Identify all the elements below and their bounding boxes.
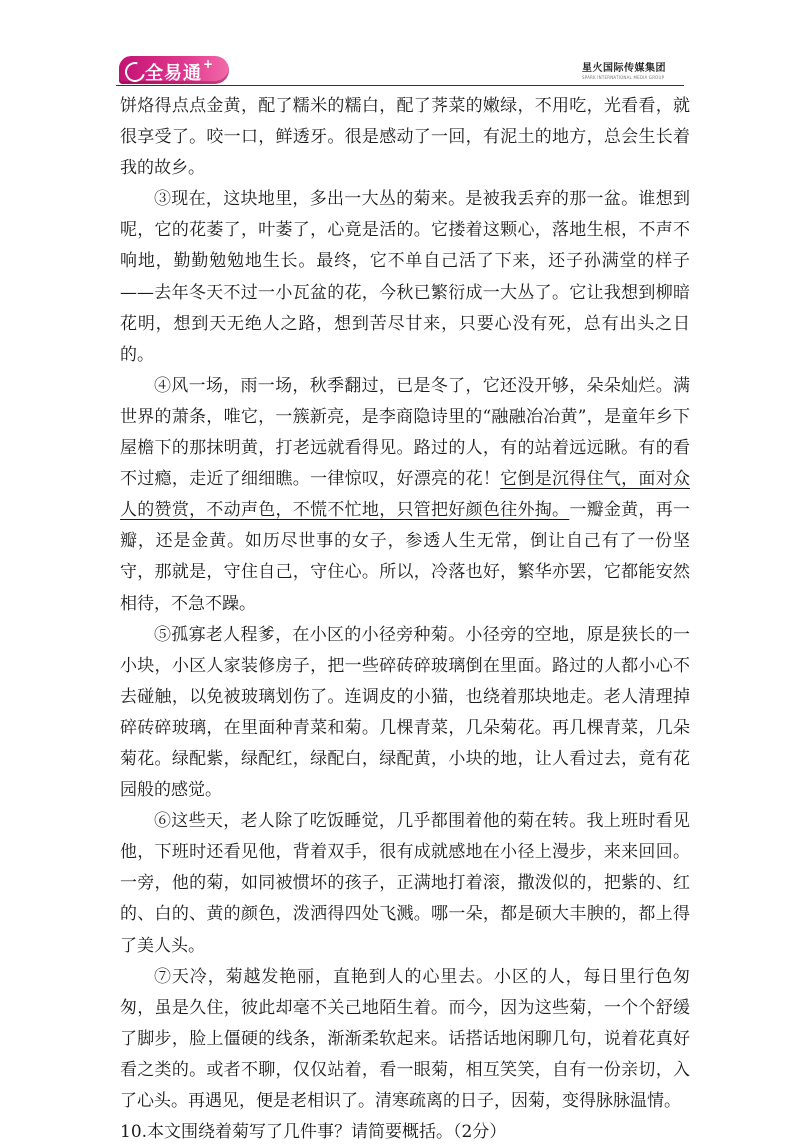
logo-text: 全易通 — [145, 63, 202, 84]
plus-icon: + — [202, 57, 213, 71]
paragraph-6: ⑥这些天，老人除了吃饭睡觉，几乎都围着他的菊在转。我上班时看见他，下班时还看见他，背着双手，很有成就感地在小径上漫步，来来回回。一旁，他的菊，如同被惯坏的孩子，正满地打着滚，撒泼似的，把紫的、红的、白的、黄的颜色，泼洒得四处飞溅。哪一朵，都是硕大丰腴的，都上得了美人头。 — [120, 811, 690, 956]
publisher-mark — [582, 59, 682, 80]
paragraph-continued: 饼烙得点点金黄，配了糯米的糯白，配了荠菜的嫩绿，不用吃，光看看，就很享受了。咬一口，鲜透牙。很是感动了一回，有泥土的地方，总会生长着我的故乡。 — [120, 96, 690, 179]
quanyitong-logo — [119, 56, 229, 84]
paragraph-4-after: 一瓣金黄，再一瓣，还是金黄。如历尽世事的女子，参透人生无常，倒让自己有了一份坚守，那就是，守住自己，守住心。所以，冷落也好，繁华亦罢，它都能安然相待，不急不躁。 — [120, 500, 690, 614]
page-header — [0, 0, 800, 90]
article-body — [120, 91, 690, 1148]
paragraph-5: ⑤孤寡老人程爹，在小区的小径旁种菊。小径旁的空地，原是狭长的一小块，小区人家装修房子，把一些碎砖碎玻璃倒在里面。路过的人都小心不去碰触，以免被玻璃划伤了。连调皮的小猫，也绕着那块地走。老人清理掉碎砖碎玻璃，在里面种青菜和菊。几棵青菜，几朵菊花。再几棵青菜，几朵菊花。绿配紫，绿配红，绿配白，绿配黄，小块的地，让人看过去，竟有花园般的感觉。 — [120, 624, 690, 801]
paragraph-3: ③现在，这块地里，多出一大丛的菊来。是被我丢弃的那一盆。谁想到呢，它的花萎了，叶萎了，心竟是活的。它搂着这颗心，落地生根，不声不响地，勤勤勉勉地生长。最终，它不单自己活了下来，还子孙满堂的样子——去年冬天不过一小瓦盆的花，今秋已繁衍成一大丛了。它让我想到柳暗花明，想到天无绝人之路，想到苦尽甘来，只要心没有死，总有出头之日的。 — [120, 189, 690, 365]
publisher-name-en: SPARK INTERNATIONAL MEDIA GROUP — [582, 75, 665, 80]
publisher-name: 星火国际传媒集团 — [582, 63, 666, 74]
paragraph-4 — [120, 371, 690, 620]
question-10: 10.本文围绕着菊写了几件事？请简要概括。（2分） — [120, 1122, 507, 1143]
paragraph-7: ⑦天冷，菊越发艳丽，直艳到人的心里去。小区的人，每日里行色匆匆，虽是久住，彼此却毫不关己地陌生着。而今，因为这些菊，一个个舒缓了脚步，脸上僵硬的线条，渐渐柔软起来。话搭话地闲聊几句，说着花真好看之类的。或者不聊，仅仅站着，看一眼菊，相互笑笑，自有一份亲切，入了心头。再遇见，便是老相识了。清寒疏离的日子，因菊，变得脉脉温情。 — [120, 966, 690, 1111]
underlined-sentence: 它倒是沉得住气，面对众人的赞赏，不动声色，不慌不忙地，只管把好颜色往外掏。 — [120, 469, 690, 521]
header-divider — [116, 85, 684, 86]
paragraph-4-before: ④风一场，雨一场，秋季翻过，已是冬了，它还没开够，朵朵灿烂。满世界的萧条，唯它，一簇新亮，是李商隐诗里的“融融冶冶黄”，是童年乡下屋檐下的那抹明黄，打老远就看得见。路过的人，有的站着远远瞅。有的看不过瘾，走近了细细瞧。一律惊叹，好漂亮的花！ — [120, 375, 690, 490]
